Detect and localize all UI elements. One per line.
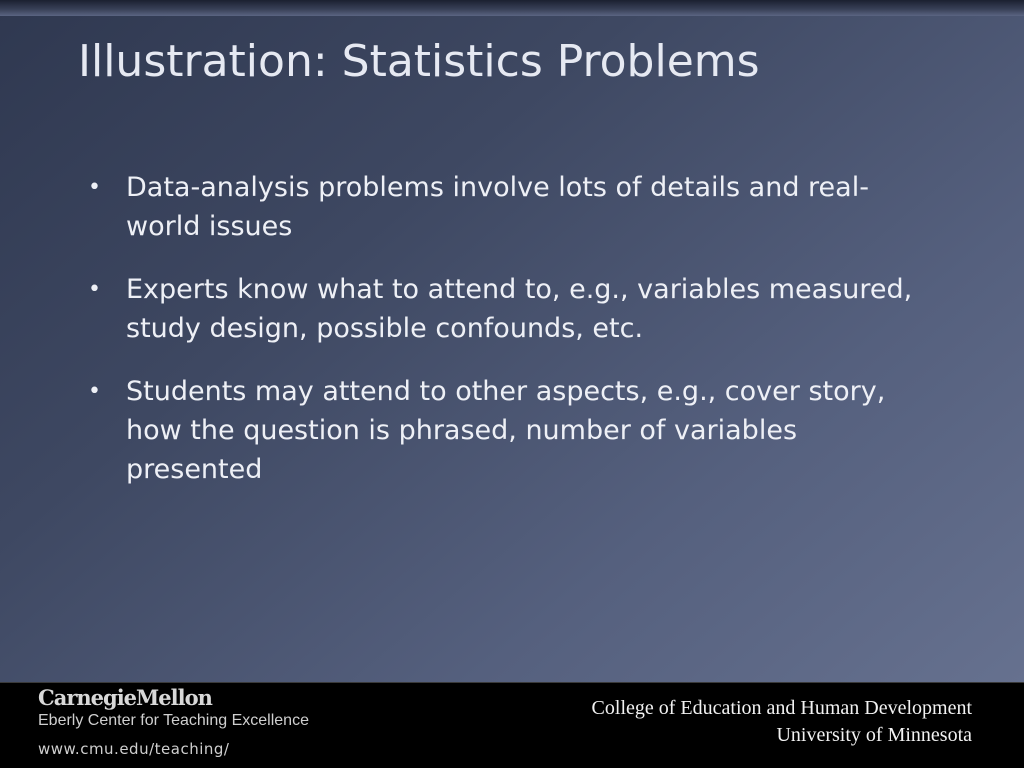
bullet-dot-icon: • [88,379,101,404]
bullet-list [86,168,916,513]
slide-title: Illustration: Statistics Problems [78,36,760,87]
umn-affiliation [592,695,972,749]
cmu-teaching-url: www.cmu.edu/teaching/ [38,740,230,758]
bullet-item-2 [86,270,916,348]
bullet-dot-icon: • [88,175,101,200]
bullet-item-3 [86,372,916,489]
slide-top-bar [0,0,1024,16]
umn-university-name: University of Minnesota [776,724,972,746]
bullet-text-3: Students may attend to other aspects, e.g., cover story, how the question is phrased, number of variables presented [126,376,886,485]
bullet-text-1: Data-analysis problems involve lots of details and real-world issues [126,172,869,242]
carnegie-mellon-logo: CarnegieMellon [38,685,212,710]
footer-bar [0,682,1024,768]
umn-college-name: College of Education and Human Development [591,697,972,719]
eberly-center-name: Eberly Center for Teaching Excellence [38,712,309,729]
bullet-text-2: Experts know what to attend to, e.g., variables measured, study design, possible confounds, etc. [126,274,913,344]
bullet-dot-icon: • [88,277,101,302]
bullet-item-1 [86,168,916,246]
